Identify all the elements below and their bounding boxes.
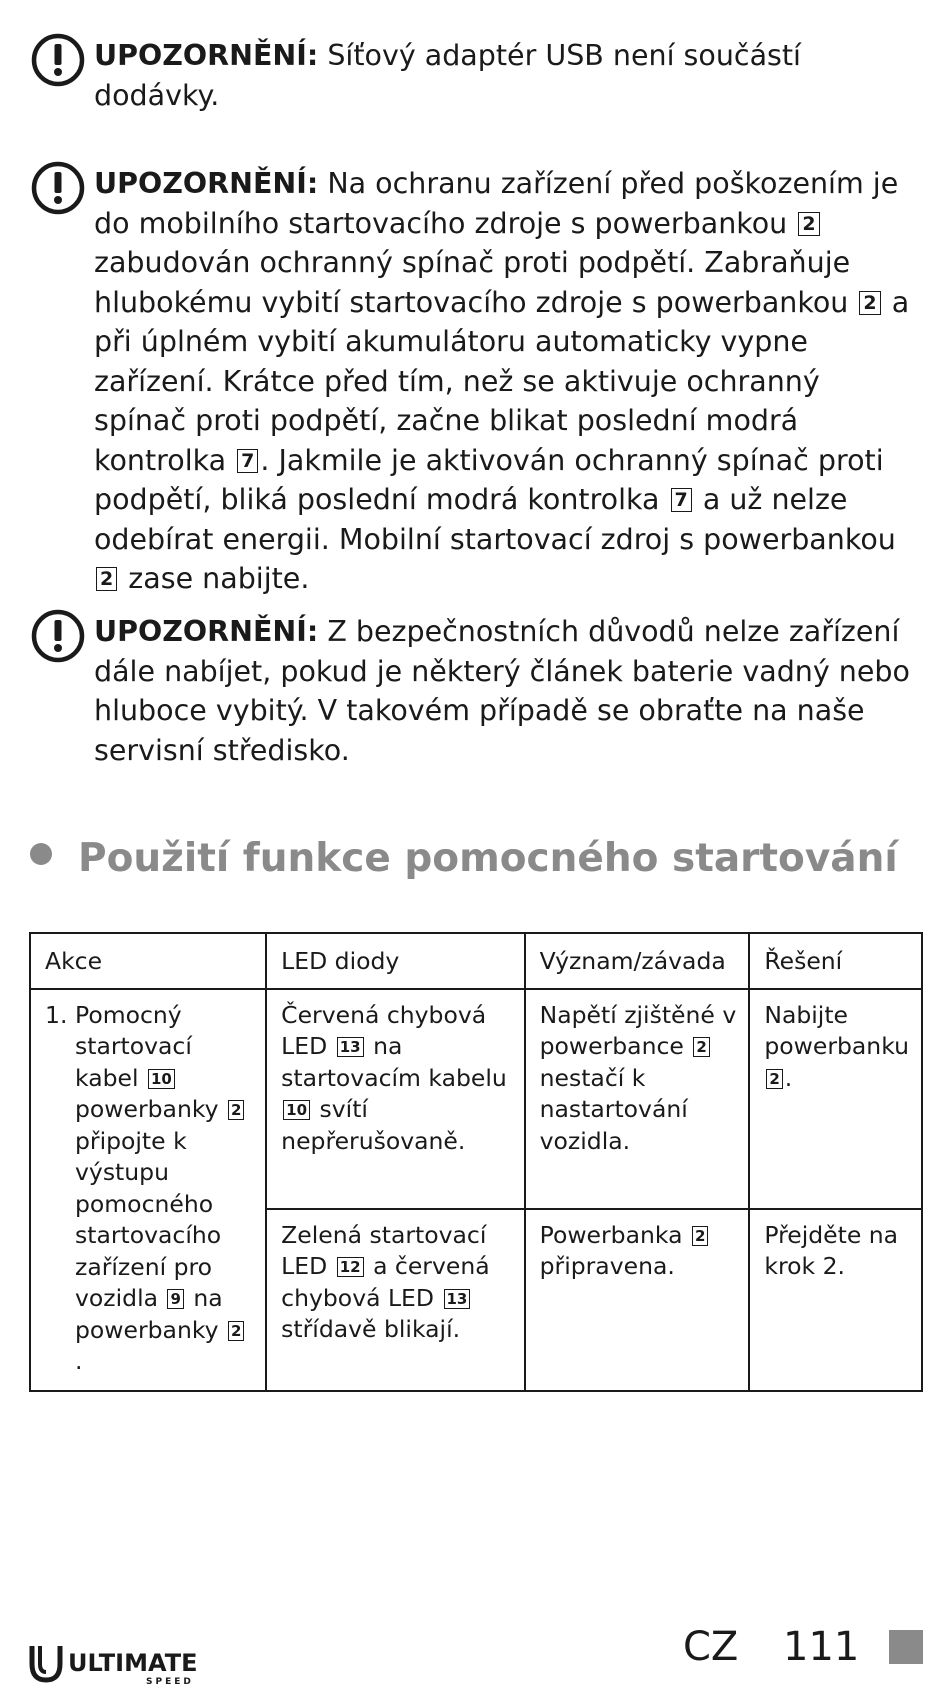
text-part: Červená chybová LED	[281, 1000, 487, 1060]
text-part: .	[784, 1063, 793, 1092]
led-cell	[266, 1209, 524, 1391]
reference-number: 9	[167, 1289, 183, 1309]
text-part: powerbanky	[75, 1095, 219, 1123]
reference-number: 10	[148, 1069, 175, 1089]
action-cell	[30, 989, 266, 1391]
table-row	[30, 989, 922, 1209]
solution-cell	[749, 989, 922, 1209]
column-header: LED diody	[266, 933, 524, 989]
text-part: připojte k výstupu pomocného startovacího zařízení pro vozidla	[75, 1126, 222, 1312]
exclamation-circle-icon	[30, 608, 86, 664]
reference-number: 13	[444, 1289, 471, 1309]
reference-number: 13	[337, 1037, 364, 1057]
led-cell	[266, 989, 524, 1209]
note-label: UPOZORNĚNÍ:	[94, 615, 319, 648]
language-code: CZ	[683, 1624, 739, 1670]
text-part: střídavě blikají.	[281, 1315, 461, 1344]
text-part: Powerbanka	[539, 1220, 683, 1249]
note-body-part: . Jakmile je aktivován ochranný spínač proti podpětí, bliká poslední modrá kontrolka	[94, 443, 884, 516]
column-header: Význam/závada	[525, 933, 750, 989]
note-body: Z bezpečnostních důvodů nelze zařízení dále nabíjet, pokud je některý článek baterie vadný nebo hluboce vybitý. V takovém případě se obraťte na naše servisní středisko.	[94, 615, 910, 767]
step-number: 1.	[45, 1000, 68, 1029]
reference-number: 7	[671, 488, 692, 512]
page-marker-square	[889, 1630, 923, 1664]
column-header: Řešení	[749, 933, 922, 989]
logo-brand-text: ULTIMATE	[68, 1649, 198, 1677]
ultimate-speed-logo	[28, 1640, 228, 1686]
note-label: UPOZORNĚNÍ:	[94, 39, 319, 72]
troubleshooting-table	[29, 932, 923, 1392]
table-header-row	[30, 933, 922, 989]
reference-number: 2	[798, 212, 819, 236]
note-label: UPOZORNĚNÍ:	[94, 167, 319, 200]
step-text	[75, 1000, 253, 1378]
reference-number: 7	[237, 449, 258, 473]
text-part: na powerbanky	[75, 1284, 223, 1344]
text-part: Pomocný startovací kabel	[75, 1000, 192, 1092]
warning-note-2	[30, 164, 920, 599]
text-part: .	[75, 1347, 83, 1375]
reference-number: 10	[283, 1100, 310, 1120]
reference-number: 2	[859, 291, 880, 315]
solution-cell: Přejděte na krok 2.	[749, 1209, 922, 1391]
text-part: Nabijte powerbanku	[764, 1000, 909, 1060]
reference-number: 2	[228, 1100, 244, 1120]
bullet-icon	[30, 843, 52, 865]
section-heading-text: Použití funkce pomocného startování	[78, 836, 898, 881]
exclamation-circle-icon	[30, 160, 86, 216]
reference-number: 2	[228, 1321, 244, 1341]
note-body-part: zabudován ochranný spínač proti podpětí. Zabraňuje hlubokému vybití startovacího zdroje s powerbankou	[94, 246, 851, 319]
meaning-cell	[525, 1209, 750, 1391]
note-body-part: a už nelze odebírat energii. Mobilní startovací zdroj s powerbankou	[94, 483, 896, 556]
note-text	[94, 612, 920, 770]
page-number: 111	[783, 1624, 860, 1670]
reference-number: 2	[96, 567, 117, 591]
warning-note-1	[30, 36, 920, 115]
text-part: a červená chybová LED	[281, 1252, 490, 1312]
warning-note-3	[30, 612, 920, 770]
note-body-part: zase nabijte.	[128, 562, 310, 595]
section-heading	[30, 836, 898, 881]
text-part: Zelená startovací LED	[281, 1220, 487, 1281]
reference-number: 12	[337, 1257, 364, 1277]
action-step	[45, 1000, 253, 1378]
reference-number: 2	[693, 1037, 709, 1057]
column-header: Akce	[30, 933, 266, 989]
text-part: na startovacím kabelu	[281, 1032, 507, 1092]
note-body-part: a při úplném vybití akumulátoru automaticky vypne zařízení. Krátce před tím, než se aktivuje ochranný spínač proti podpětí, začne blikat poslední modrá kontrolka	[94, 285, 910, 477]
reference-number: 2	[766, 1069, 782, 1089]
note-body-part: Na ochranu zařízení před poškozením je do mobilního startovacího zdroje s powerbankou	[94, 167, 899, 240]
exclamation-circle-icon	[30, 32, 86, 88]
text-part: svítí nepřerušovaně.	[281, 1095, 466, 1155]
logo-sub-text: SPEED	[146, 1677, 194, 1686]
text-part: Napětí zjištěné v powerbance	[539, 1000, 737, 1060]
text-part: připravena.	[539, 1252, 675, 1281]
meaning-cell	[525, 989, 750, 1209]
reference-number: 2	[692, 1226, 708, 1246]
note-body: Síťový adaptér USB není součástí dodávky.	[94, 39, 801, 112]
text-part: nestačí k nastartování vozidla.	[539, 1063, 688, 1155]
note-text	[94, 36, 920, 115]
note-text	[94, 164, 920, 599]
